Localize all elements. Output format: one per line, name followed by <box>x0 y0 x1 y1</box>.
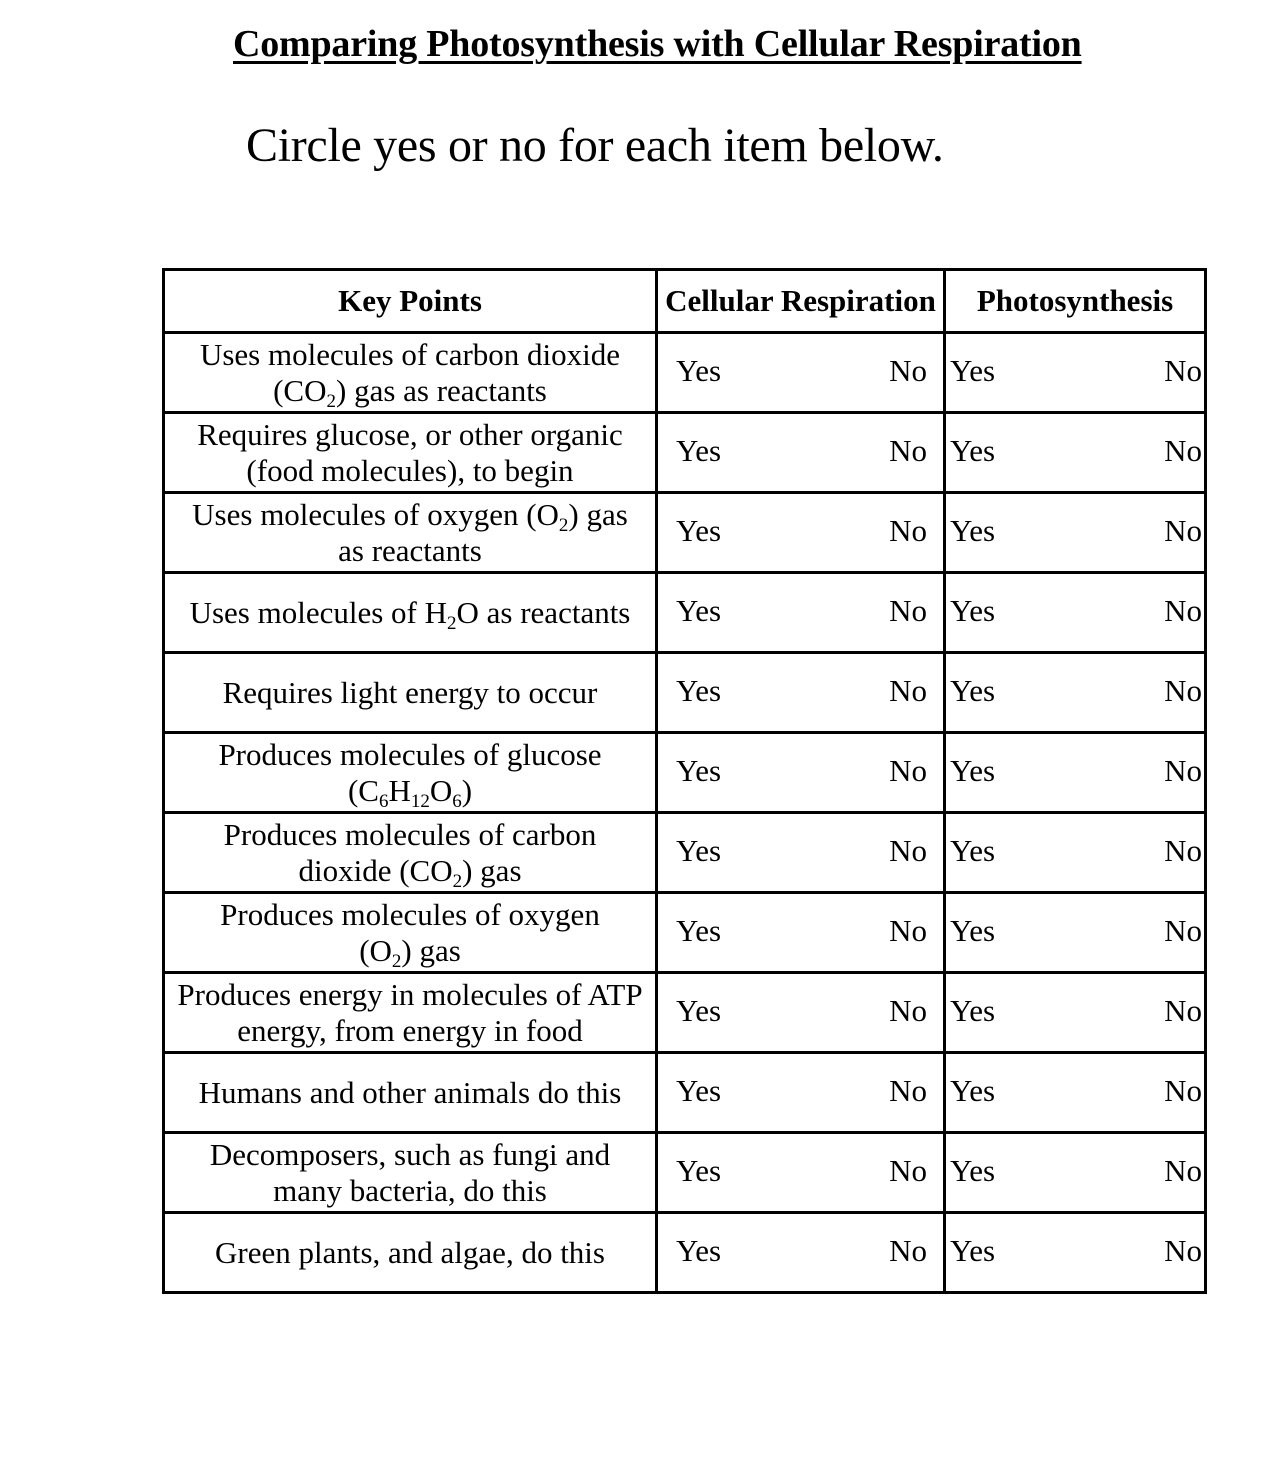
photosynthesis-no-option[interactable]: No <box>1164 1073 1202 1108</box>
key-point: Decomposers, such as fungi and many bacteria, do this <box>164 1133 657 1213</box>
table-row <box>164 973 1206 1053</box>
photosynthesis-choice-cell <box>945 413 1206 493</box>
table-row <box>164 813 1206 893</box>
key-point: Produces molecules of carbon dioxide $(CO_2)$ gas <box>164 813 657 893</box>
photosynthesis-no-option[interactable]: No <box>1164 1233 1202 1268</box>
table-row <box>164 1053 1206 1133</box>
cellular-respiration-no-option[interactable]: No <box>889 433 927 468</box>
key-point: Produces molecules of oxygen $(O_2)$ gas <box>164 893 657 973</box>
cellular-respiration-yes-option[interactable]: Yes <box>676 1073 722 1108</box>
table-row <box>164 893 1206 973</box>
photosynthesis-choice-cell <box>945 1053 1206 1133</box>
photosynthesis-yes-option[interactable]: Yes <box>950 1073 996 1108</box>
photosynthesis-yes-option[interactable]: Yes <box>950 993 996 1028</box>
comparison-table <box>162 268 1207 1294</box>
cellular-respiration-yes-option[interactable]: Yes <box>676 1233 722 1268</box>
cellular-respiration-choice-cell <box>657 413 945 493</box>
cellular-respiration-no-option[interactable]: No <box>889 993 927 1028</box>
cellular-respiration-choice-cell <box>657 813 945 893</box>
cellular-respiration-no-option[interactable]: No <box>889 593 927 628</box>
photosynthesis-no-option[interactable]: No <box>1164 833 1202 868</box>
key-point: Uses molecules of $H_2O$ as reactants <box>164 573 657 653</box>
cellular-respiration-yes-option[interactable]: Yes <box>676 673 722 708</box>
cellular-respiration-yes-option[interactable]: Yes <box>676 513 722 548</box>
cellular-respiration-choice-cell <box>657 493 945 573</box>
cellular-respiration-choice-cell <box>657 1213 945 1293</box>
photosynthesis-choice-cell <box>945 1213 1206 1293</box>
table-row <box>164 733 1206 813</box>
cellular-respiration-choice-cell <box>657 973 945 1053</box>
cellular-respiration-choice-cell <box>657 1133 945 1213</box>
key-point: Uses molecules of carbon dioxide $(CO_2)$ gas as reactants <box>164 333 657 413</box>
photosynthesis-no-option[interactable]: No <box>1164 913 1202 948</box>
cellular-respiration-no-option[interactable]: No <box>889 673 927 708</box>
photosynthesis-no-option[interactable]: No <box>1164 593 1202 628</box>
photosynthesis-no-option[interactable]: No <box>1164 993 1202 1028</box>
table-row <box>164 413 1206 493</box>
photosynthesis-yes-option[interactable]: Yes <box>950 673 996 708</box>
cellular-respiration-choice-cell <box>657 733 945 813</box>
photosynthesis-no-option[interactable]: No <box>1164 513 1202 548</box>
photosynthesis-choice-cell <box>945 893 1206 973</box>
key-point: Produces energy in molecules of ATP energy, from energy in food <box>164 973 657 1053</box>
cellular-respiration-yes-option[interactable]: Yes <box>676 833 722 868</box>
photosynthesis-yes-option[interactable]: Yes <box>950 1153 996 1188</box>
cellular-respiration-choice-cell <box>657 333 945 413</box>
key-point: Uses molecules of oxygen $(O_2)$ gas as reactants <box>164 493 657 573</box>
photosynthesis-no-option[interactable]: No <box>1164 1153 1202 1188</box>
page-title: Comparing Photosynthesis with Cellular Respiration <box>233 23 1082 65</box>
cellular-respiration-no-option[interactable]: No <box>889 1073 927 1108</box>
cellular-respiration-yes-option[interactable]: Yes <box>676 353 722 388</box>
cellular-respiration-no-option[interactable]: No <box>889 833 927 868</box>
key-point: Requires glucose, or other organic (food molecules), to begin <box>164 413 657 493</box>
table-row <box>164 1133 1206 1213</box>
cellular-respiration-choice-cell <box>657 573 945 653</box>
photosynthesis-yes-option[interactable]: Yes <box>950 433 996 468</box>
photosynthesis-yes-option[interactable]: Yes <box>950 353 996 388</box>
key-point: Produces molecules of glucose $(C_6H_{12}O_6)$ <box>164 733 657 813</box>
cellular-respiration-no-option[interactable]: No <box>889 353 927 388</box>
cellular-respiration-yes-option[interactable]: Yes <box>676 593 722 628</box>
photosynthesis-yes-option[interactable]: Yes <box>950 753 996 788</box>
photosynthesis-yes-option[interactable]: Yes <box>950 833 996 868</box>
cellular-respiration-yes-option[interactable]: Yes <box>676 433 722 468</box>
header-photosynthesis: Photosynthesis <box>945 270 1206 333</box>
cellular-respiration-yes-option[interactable]: Yes <box>676 913 722 948</box>
photosynthesis-yes-option[interactable]: Yes <box>950 1233 996 1268</box>
table-row <box>164 493 1206 573</box>
cellular-respiration-choice-cell <box>657 653 945 733</box>
photosynthesis-yes-option[interactable]: Yes <box>950 913 996 948</box>
photosynthesis-no-option[interactable]: No <box>1164 353 1202 388</box>
photosynthesis-choice-cell <box>945 973 1206 1053</box>
instructions: Circle yes or no for each item below. <box>246 119 944 172</box>
table-row <box>164 573 1206 653</box>
photosynthesis-yes-option[interactable]: Yes <box>950 593 996 628</box>
header-key-points: Key Points <box>164 270 657 333</box>
table-row <box>164 333 1206 413</box>
cellular-respiration-no-option[interactable]: No <box>889 1233 927 1268</box>
cellular-respiration-no-option[interactable]: No <box>889 513 927 548</box>
photosynthesis-no-option[interactable]: No <box>1164 673 1202 708</box>
cellular-respiration-no-option[interactable]: No <box>889 913 927 948</box>
table-row <box>164 1213 1206 1293</box>
cellular-respiration-choice-cell <box>657 1053 945 1133</box>
cellular-respiration-yes-option[interactable]: Yes <box>676 993 722 1028</box>
cellular-respiration-yes-option[interactable]: Yes <box>676 753 722 788</box>
photosynthesis-choice-cell <box>945 653 1206 733</box>
photosynthesis-yes-option[interactable]: Yes <box>950 513 996 548</box>
photosynthesis-choice-cell <box>945 493 1206 573</box>
cellular-respiration-no-option[interactable]: No <box>889 753 927 788</box>
photosynthesis-choice-cell <box>945 733 1206 813</box>
table-header-row <box>164 270 1206 333</box>
cellular-respiration-yes-option[interactable]: Yes <box>676 1153 722 1188</box>
key-point: Requires light energy to occur <box>164 653 657 733</box>
photosynthesis-choice-cell <box>945 573 1206 653</box>
cellular-respiration-choice-cell <box>657 893 945 973</box>
key-point: Green plants, and algae, do this <box>164 1213 657 1293</box>
photosynthesis-choice-cell <box>945 333 1206 413</box>
cellular-respiration-no-option[interactable]: No <box>889 1153 927 1188</box>
photosynthesis-no-option[interactable]: No <box>1164 753 1202 788</box>
photosynthesis-no-option[interactable]: No <box>1164 433 1202 468</box>
photosynthesis-choice-cell <box>945 813 1206 893</box>
table-row <box>164 653 1206 733</box>
header-cellular-respiration: Cellular Respiration <box>657 270 945 333</box>
photosynthesis-choice-cell <box>945 1133 1206 1213</box>
key-point: Humans and other animals do this <box>164 1053 657 1133</box>
